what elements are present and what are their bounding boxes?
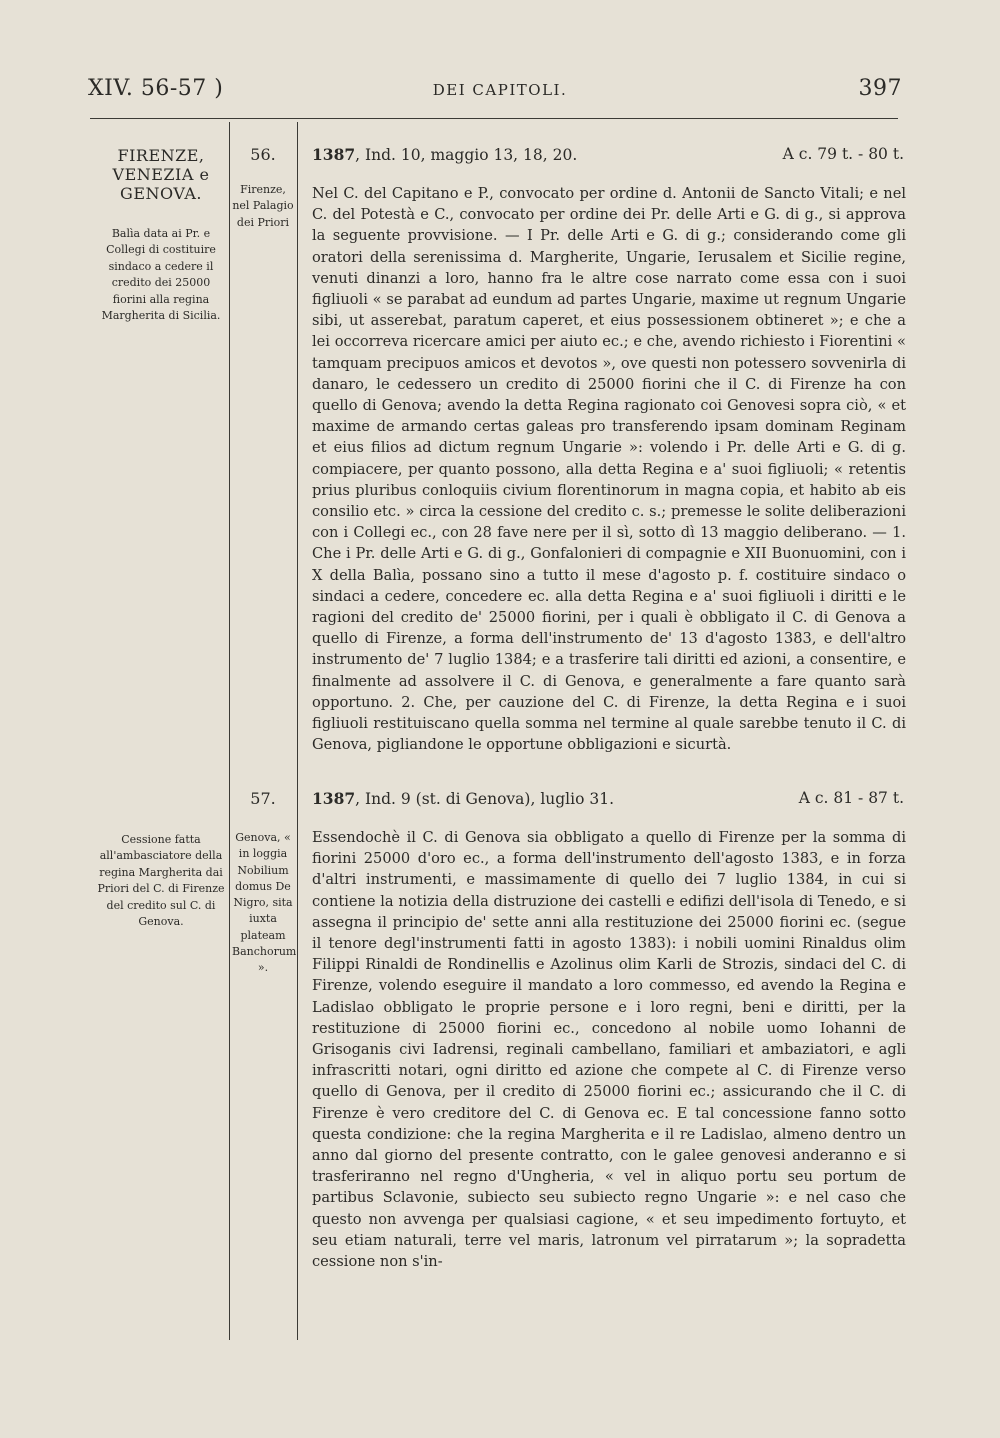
- entry-57-summary: Cessione fatta all'ambasciatore della regina Margherita dai Priori del C. di Firenze del credito sul C. di Genova.: [97, 833, 225, 929]
- entry-57-text: [312, 827, 906, 1272]
- entry-year: 1387: [312, 789, 356, 808]
- entry-date: , Ind. 9 (st. di Genova), luglio 31.: [355, 790, 615, 808]
- side-title-line: VENEZIA e: [112, 165, 210, 184]
- entry-56-text: [312, 183, 906, 755]
- entry-57-heading: [312, 789, 904, 808]
- entry-year: 1387: [312, 145, 356, 164]
- column-divider-right: [297, 122, 298, 1340]
- header-rule: [90, 118, 898, 119]
- entry-56-place: Firenze, nel Palagio dei Priori: [232, 183, 294, 229]
- entry-56-summary: Balìa data ai Pr. e Collegi di costituire sindaco a cedere il credito dei 25000 fiorini alla regina Margherita di Sicilia.: [101, 227, 221, 323]
- entry-56-heading: [312, 145, 904, 164]
- side-title-line: GENOVA.: [120, 184, 202, 203]
- header-title: DEI CAPITOLI.: [432, 81, 568, 99]
- entry-57-number: 57.: [250, 789, 276, 808]
- entry-56-number: 56.: [250, 145, 276, 164]
- side-title-line: FIRENZE,: [117, 146, 205, 165]
- entry-paragraph: Essendochè il C. di Genova sia obbligato a quello di Firenze per la somma di fiorini 25000 d'oro ec., a forma dell'instrumento dell'agosto 1383, e in forza d'altri instrumenti, e massimamente di quello dei 7 luglio 1384, in cui si contiene la notizia della distruzione dei castelli e edifizi dell'isola di Tenedo, e si assegna il principio de' sette anni alla restituzione dei 25000 fiorini ec. (segue il tenore degl'instrumenti fatti in agosto 1383): i nobili uomini Rinaldus olim Filippi Rinaldi de Rondinellis e Azolinus olim Karli de Strozis, sindaci del C. di Firenze, volendo eseguire il mandato a loro commesso, ed avendo la Regina e Ladislao obbligato le proprie persone e i loro regni, beni e diritti, per la restituzione di 25000 fiorini ec., concedono al nobile uomo Iohanni de Grisoganis civi Iadrensi, reginali cambellano, familiari et ambaziatori, e agli infrascritti notari, ogni diritto ed azione che compete al C. di Firenze verso quello di Genova, per il credito di 25000 fiorini ec.; assicurando che il C. di Firenze è vero creditore del C. di Genova ec. E tal concessione fanno sotto questa condizione: che la regina Margherita e il re Ladislao, almeno dentro un anno dal giorno del presente contratto, con le galee genovesi anderanno e si trasferiranno nel regno d'Ungheria, « vel in aliquo portu seu portum de partibus Sclavonie, subiecto seu subiecto regno Ungarie »: e nel caso che questo non avvenga per qualsiasi cagione, « et seu impedimento fortuyto, et seu etiam naturali, terre vel maris, latronum vel pirratarum »; la sopradetta cessione non s'in-: [312, 829, 906, 1271]
- header-section-ref: XIV. 56-57 ): [88, 76, 224, 101]
- page-number: 397: [858, 76, 902, 101]
- entry-archive-ref: A c. 79 t. - 80 t.: [782, 145, 904, 163]
- column-divider-left: [229, 122, 230, 1340]
- entry-archive-ref: A c. 81 - 87 t.: [798, 789, 904, 807]
- entry-57-place: Genova, « in loggia Nobilium domus De Nigro, sita iuxta plateam Banchorum ».: [232, 831, 297, 975]
- entry-56-side-heading: [92, 146, 230, 203]
- entry-date: , Ind. 10, maggio 13, 18, 20.: [355, 146, 578, 164]
- entry-paragraph: Nel C. del Capitano e P., convocato per ordine d. Antonii de Sancto Vitali; e nel C. del Potestà e C., convocato per ordine dei Pr. delle Arti e G. di g., si approva la seguente provvisione. — I Pr. delle Arti e G. di g.; considerando come gli oratori della serenissima d. Margherite, Ungarie, Ierusalem et Sicilie regine, venuti dinanzi a loro, hanno fra le altre cose narrato come essa con i suoi figliuoli « se parabat ad eundum ad partes Ungarie, maxime ut regnum Ungarie sibi, ut asserebat, paratum caperet, et eius possessionem obtineret »; e che a lei occorreva ricercare amici per aiuto ec.; e che, avendo richiesto i Fiorentini « tamquam precipuos amicos et devotos », ove questi non potessero sovvenirla di danaro, le cedessero un credito di 25000 fiorini che il C. di Firenze ha con quello di Genova; avendo la detta Regina ragionato coi Genovesi sopra ciò, « et maxime de armando certas galeas pro transferendo ipsam dominam Reginam et eius filios ad dictum regnum Ungarie »: volendo i Pr. delle Arti e G. di g. compiacere, per quanto possono, alla detta Regina e a' suoi figliuoli; « retentis prius pluribus conloquiis civium florentinorum in magna copia, et habito ab eis consilio etc. » circa la cessione del credito c. s.; premesse le solite deliberazioni con i Collegi ec., con 28 fave nere per il sì, sotto dì 13 maggio deliberano. — 1. Che i Pr. delle Arti e G. di g., Gonfalonieri di compagnie e XII Buonuomini, con i X della Balìa, possano sino a tutto il mese d'agosto p. f. costituire sindaco o sindaci a cedere, concedere ec. alla detta Regina e a' suoi figliuoli i diritti e le ragioni del credito de' 25000 fiorini, per i quali è obbligato il C. di Genova a quello di Firenze, a forma dell'instrumento de' 13 d'agosto 1383, e dell'altro instrumento de' 7 luglio 1384; e a trasferire tali diritti ed azioni, a consentire, e finalmente ad assolvere il C. di Genova, e generalmente a fare quanto sarà opportuno. 2. Che, per cauzione del C. di Firenze, la detta Regina e i suoi figliuoli restituiscano quella somma nel termine al quale sarebbe tenuto il C. di Genova, pigliandone le opportune obbligazioni e sicurtà.: [312, 185, 906, 754]
